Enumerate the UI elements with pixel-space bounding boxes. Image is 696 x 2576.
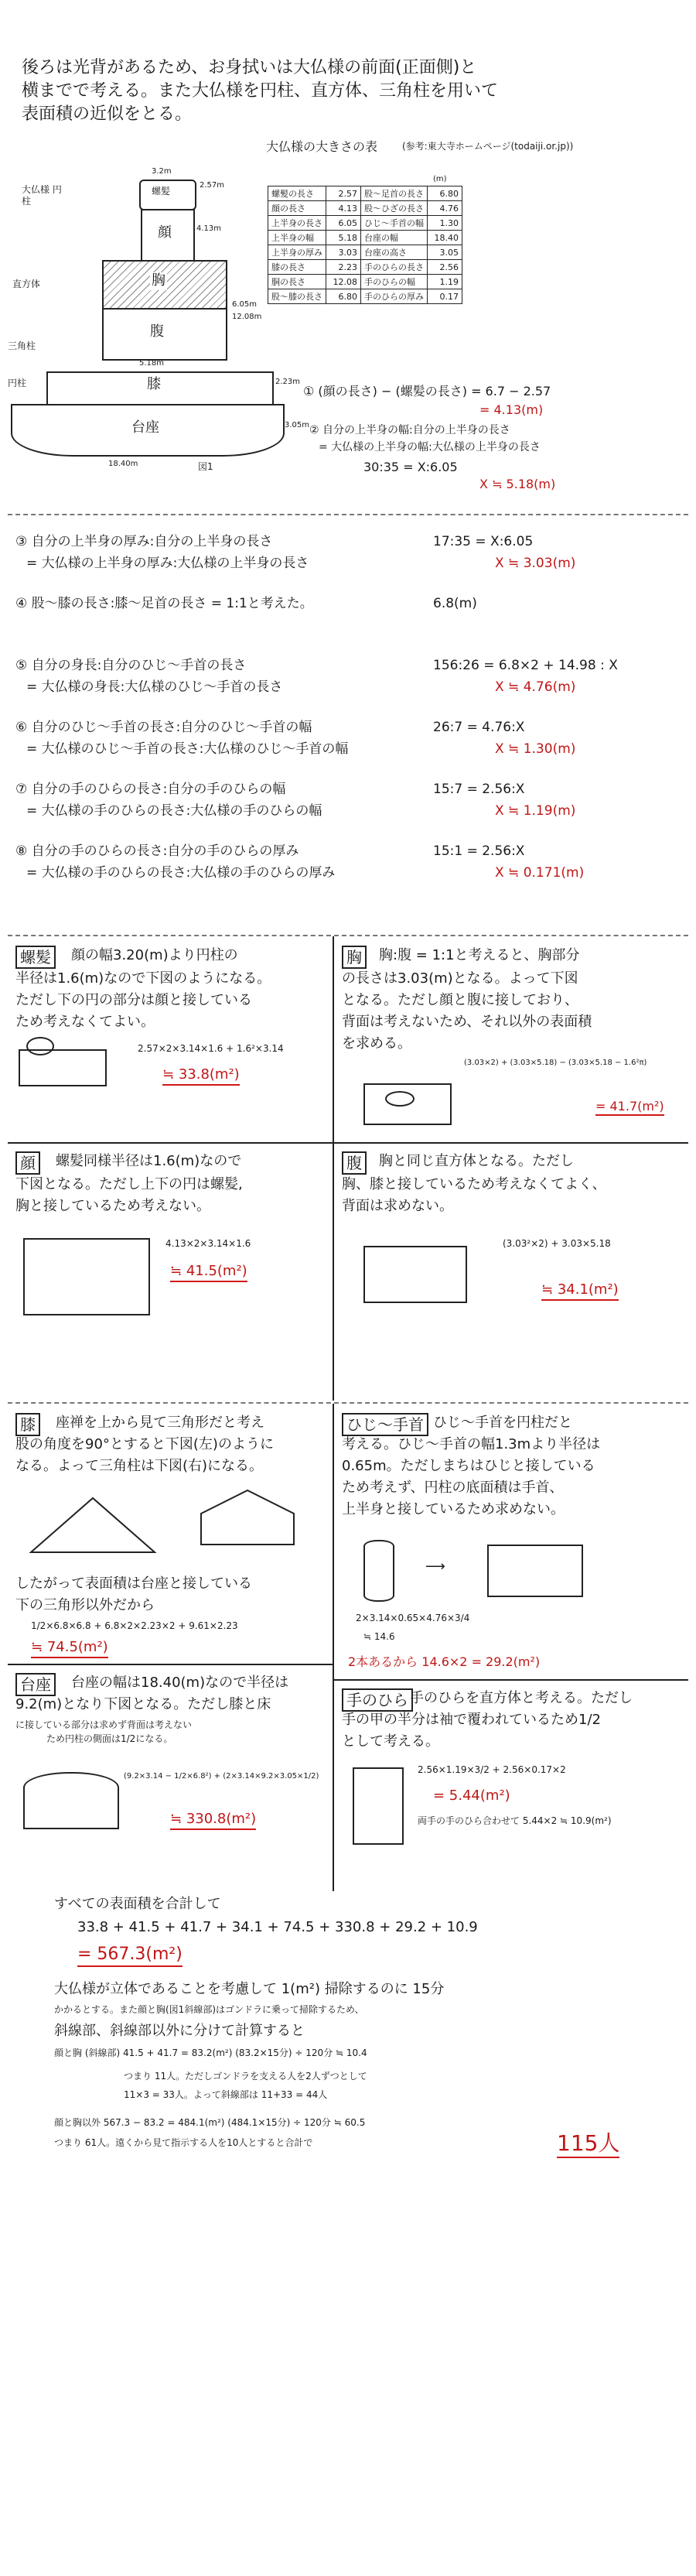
hiji-r1: ≒ 14.6	[363, 1631, 395, 1642]
summary-l1: すべての表面積を合計して	[54, 1896, 221, 1912]
divider-horizontal-1	[8, 1142, 688, 1144]
size-value-cell: 12.08	[326, 275, 361, 289]
divider-horizontal-2a	[8, 1664, 333, 1665]
size-table-row	[268, 275, 462, 289]
dim-3-2: 3.2m	[152, 167, 172, 176]
size-value-cell: 2.56	[428, 260, 462, 275]
tag-tenohira: 手のひら	[342, 1688, 413, 1712]
hara-t2: 胸、膝と接しているため考えなくてよく、	[342, 1176, 606, 1192]
summary-l2: 33.8 + 41.5 + 41.7 + 34.1 + 74.5 + 330.8 + 29.2 + 10.9	[77, 1919, 478, 1935]
ratio-right-result: X ≒ 1.19(m)	[495, 803, 576, 819]
hiza-t1: 座禅を上から見て三角形だと考え	[56, 1415, 264, 1431]
hiji-t1: ひじ～手首を円柱だと	[433, 1415, 572, 1431]
dim-2-57: 2.57m	[200, 181, 225, 190]
ratio-right-result: X ≒ 0.171(m)	[495, 865, 585, 881]
tag-rahotsu: 螺髪	[15, 946, 56, 969]
ratio-right-line-1: 156:26 = 6.8×2 + 14.98 : X	[433, 658, 618, 673]
calc-2a: ② 自分の上半身の幅:自分の上半身の長さ	[309, 424, 510, 436]
tenohira-t3: として考える。	[342, 1733, 439, 1750]
daiza-formula: (9.2×3.14 − 1/2×6.8²) + (2×3.14×9.2×3.05×1/2)	[124, 1772, 319, 1781]
ratio-left-line-2: = 大仏様の上半身の厚み:大仏様の上半身の長さ	[26, 556, 309, 571]
intro-line-2: 横までで考える。また大仏様を円柱、直方体、三角柱を用いて	[22, 81, 499, 101]
rahotsu-result: ≒ 33.8(m²)	[162, 1066, 240, 1086]
label-daiza: 台座	[131, 419, 159, 436]
summary-l7: 顔と胸 (斜線部) 41.5 + 41.7 = 83.2(m²) (83.2×15分) ÷ 120分 ≒ 10.4	[54, 2047, 367, 2058]
size-label-cell: 股～ひざの長さ	[361, 201, 428, 216]
daiza-result: ≒ 330.8(m²)	[170, 1811, 256, 1830]
ratio-left-line-1: ⑥ 自分のひじ～手首の長さ:自分のひじ～手首の幅	[15, 720, 312, 735]
hiza-t3: なる。よって三角柱は下図(右)になる。	[15, 1458, 264, 1474]
mune-t1: 胸:腹 = 1:1と考えると、胸部分	[379, 947, 580, 963]
size-label-cell: 台座の高さ	[361, 245, 428, 260]
size-value-cell: 6.80	[428, 186, 462, 201]
kao-t2: 下図となる。ただし上下の円は螺髪,	[15, 1176, 243, 1192]
ratio-left-line-2: = 大仏様の手のひらの長さ:大仏様の手のひらの厚み	[26, 865, 336, 881]
size-value-cell: 6.05	[326, 216, 361, 231]
mune-t3: となる。ただし顔と腹に接しており、	[342, 992, 578, 1008]
kao-t1: 螺髪同様半径は1.6(m)なので	[56, 1153, 242, 1169]
size-label-cell: ひじ～手首の幅	[361, 216, 428, 231]
size-table-row	[268, 216, 462, 231]
hara-formula: (3.03²×2) + 3.03×5.18	[503, 1238, 611, 1249]
rahotsu-t3: ただし下の円の部分は顔と接している	[15, 992, 252, 1008]
daiza-t1: 台座の幅は18.40(m)なので半径は	[71, 1675, 289, 1691]
size-label-cell: 螺髪の長さ	[268, 186, 326, 201]
summary-l8: つまり 11人。ただしゴンドラを支える人を2人ずつとして	[124, 2071, 367, 2082]
size-label-cell: 上半身の厚み	[268, 245, 326, 260]
size-label-cell: 手のひらの厚み	[361, 289, 428, 304]
divider-vertical-1	[333, 936, 334, 1401]
daiza-half-cylinder	[23, 1772, 119, 1829]
summary-l9: 11×3 = 33人。よって斜線部は 11+33 = 44人	[124, 2089, 328, 2100]
size-label-cell: 上半身の幅	[268, 231, 326, 245]
tenohira-formula: 2.56×1.19×3/2 + 2.56×0.17×2	[418, 1764, 566, 1775]
label-kao: 顔	[158, 224, 172, 241]
calc-2b: = 大仏様の上半身の幅:大仏様の上半身の長さ	[319, 441, 541, 453]
label-hiza: 膝	[147, 376, 161, 392]
kao-net-rect	[23, 1238, 150, 1315]
size-value-cell: 0.17	[428, 289, 462, 304]
mune-face-circle	[385, 1091, 415, 1107]
dim-5-18: 5.18m	[139, 359, 165, 368]
hiji-cylinder-drawing	[363, 1540, 394, 1602]
rahotsu-t2: 半径は1.6(m)なので下図のようになる。	[15, 970, 271, 987]
ratio-left-line-2: = 大仏様の身長:大仏様のひじ～手首の長さ	[26, 679, 283, 695]
tenohira-t2: 手の甲の半分は袖で覆われているため1/2	[342, 1712, 601, 1728]
hara-t1: 胸と同じ直方体となる。ただし	[379, 1153, 574, 1169]
tag-hiza: 膝	[15, 1413, 40, 1436]
table-title: 大仏様の大きさの表	[266, 139, 378, 154]
divider-vertical-2	[333, 1404, 334, 1891]
hiza-triangle-drawing	[15, 1483, 325, 1568]
size-value-cell: 3.05	[428, 245, 462, 260]
size-value-cell: 2.57	[326, 186, 361, 201]
size-value-cell: 1.19	[428, 275, 462, 289]
kao-result: ≒ 41.5(m²)	[170, 1263, 247, 1282]
size-table-row	[268, 186, 462, 201]
mune-result: = 41.7(m²)	[595, 1099, 664, 1116]
arrow-icon: ⟶	[425, 1558, 445, 1575]
ratio-right-line-1: 15:7 = 2.56:X	[433, 782, 525, 797]
intro-line-1: 後ろは光背があるため、お身拭いは大仏様の前面(正面側)と	[22, 58, 477, 77]
hiji-t3: 0.65m。ただしまちはひじと接している	[342, 1458, 595, 1474]
hiji-r2: 2本あるから 14.6×2 = 29.2(m²)	[348, 1654, 541, 1669]
size-label-cell: 胴の長さ	[268, 275, 326, 289]
size-value-cell: 3.03	[326, 245, 361, 260]
calc-2d: X ≒ 5.18(m)	[479, 477, 556, 491]
summary-total-area: = 567.3(m²)	[77, 1944, 183, 1967]
hiza-result: ≒ 74.5(m²)	[31, 1639, 108, 1658]
hiza-t5: 下の三角形以外だから	[15, 1597, 155, 1613]
daiza-t4: ため円柱の側面は1/2になる。	[46, 1733, 173, 1744]
rahotsu-formula: 2.57×2×3.14×1.6 + 1.6²×3.14	[138, 1043, 284, 1054]
dim-12-08: 12.08m	[232, 313, 262, 321]
summary-l5: かかるとする。また顔と胸(図1斜線部)はゴンドラに乗って掃除するため、	[54, 2004, 364, 2015]
kao-formula: 4.13×2×3.14×1.6	[165, 1238, 251, 1249]
ratio-left-line-1: ⑤ 自分の身長:自分のひじ～手首の長さ	[15, 658, 247, 673]
label-fig1: 図1	[198, 461, 213, 472]
ratio-left-line-2: = 大仏様の手のひらの長さ:大仏様の手のひらの幅	[26, 803, 322, 819]
size-label-cell: 台座の幅	[361, 231, 428, 245]
table-source: (参考:東大寺ホームページ(todaiji.or.jp))	[402, 141, 574, 152]
tenohira-result: = 5.44(m²)	[433, 1787, 510, 1804]
summary-l6: 斜線部、斜線部以外に分けて計算すると	[54, 2023, 305, 2039]
rahotsu-t4: ため考えなくてよい。	[15, 1014, 155, 1030]
size-value-cell: 2.23	[326, 260, 361, 275]
label-rahotsu: 螺髪	[152, 186, 171, 197]
summary-total-people: 115人	[557, 2130, 619, 2158]
tag-mune: 胸	[342, 946, 367, 969]
label-hara: 腹	[150, 323, 164, 340]
calc-2c: 30:35 = X:6.05	[363, 460, 458, 474]
hara-box-drawing	[363, 1246, 467, 1303]
ratio-right-result: X ≒ 1.30(m)	[495, 741, 576, 757]
ratio-right-line-1: 17:35 = X:6.05	[433, 534, 534, 549]
ratio-right-line-1: 6.8(m)	[433, 596, 477, 611]
ratio-right-result: X ≒ 4.76(m)	[495, 679, 576, 695]
hiji-t4: ため考えず、円柱の底面積は手首、	[342, 1480, 564, 1496]
mune-formula: (3.03×2) + (3.03×5.18) − (3.03×5.18 − 1.6²π)	[464, 1059, 647, 1067]
size-table-row	[268, 260, 462, 275]
mune-t5: を求める。	[342, 1035, 411, 1052]
ratio-right-line-1: 26:7 = 4.76:X	[433, 720, 525, 735]
calc-1b: = 4.13(m)	[479, 402, 544, 417]
size-value-cell: 4.76	[428, 201, 462, 216]
tag-daiza: 台座	[15, 1673, 56, 1696]
size-value-cell: 18.40	[428, 231, 462, 245]
mune-t2: の長さは3.03(m)となる。よって下図	[342, 970, 578, 987]
summary-l10: 顔と胸以外 567.3 − 83.2 = 484.1(m²) (484.1×15分) ÷ 120分 ≒ 60.5	[54, 2117, 366, 2128]
hara-result: ≒ 34.1(m²)	[541, 1281, 619, 1301]
summary-l11: つまり 61人。遠くから見て指示する人を10人とすると合計で	[54, 2137, 313, 2148]
size-value-cell: 4.13	[326, 201, 361, 216]
label-sankakuchu: 三角柱	[8, 340, 36, 351]
summary-l4: 大仏様が立体であることを考慮して 1(m²) 掃除するのに 15分	[54, 1981, 445, 1997]
tenohira-total: 両手の手のひら合わせて 5.44×2 ≒ 10.9(m²)	[418, 1815, 612, 1826]
label-enchu: 円柱	[8, 378, 27, 388]
ratio-left-line-1: ③ 自分の上半身の厚み:自分の上半身の長さ	[15, 534, 273, 549]
ratio-right-line-1: 15:1 = 2.56:X	[433, 843, 525, 859]
separator-2	[8, 935, 688, 936]
hiza-t4: したがって表面積は台座と接している	[15, 1575, 252, 1592]
dim-18-40: 18.40m	[108, 460, 138, 468]
hara-t3: 背面は求めない。	[342, 1198, 453, 1214]
hiza-formula: 1/2×6.8×6.8 + 6.8×2×2.23×2 + 9.61×2.23	[31, 1620, 238, 1631]
tag-hara: 腹	[342, 1151, 367, 1175]
size-label-cell: 顔の長さ	[268, 201, 326, 216]
label-daibutsu-enchu: 大仏様 円柱	[22, 184, 62, 207]
tag-kao: 顔	[15, 1151, 40, 1175]
rahotsu-t1: 顔の幅3.20(m)より円柱の	[71, 947, 238, 963]
tag-hiji: ひじ～手首	[342, 1413, 428, 1436]
dim-3-05: 3.05m	[285, 421, 310, 429]
label-chokuhotai: 直方体	[12, 279, 41, 289]
rahotsu-net-rect	[19, 1049, 107, 1086]
hiza-t2: 股の角度を90°とすると下図(左)のように	[15, 1436, 274, 1452]
daiza-t2: 9.2(m)となり下図となる。ただし膝と床	[15, 1696, 271, 1712]
kao-t3: 胸と接しているため考えない。	[15, 1198, 210, 1214]
ratio-left-line-2: = 大仏様のひじ～手首の長さ:大仏様のひじ～手首の幅	[26, 741, 349, 757]
tenohira-t1: 手のひらを直方体と考える。ただし	[410, 1690, 633, 1706]
size-label-cell: 股～膝の長さ	[268, 289, 326, 304]
mune-t4: 背面は考えないため、それ以外の表面積	[342, 1014, 592, 1030]
dim-2-23: 2.23m	[275, 378, 301, 386]
intro-line-3: 表面積の近似をとる。	[22, 104, 193, 124]
size-value-cell: 6.80	[326, 289, 361, 304]
size-value-cell: 1.30	[428, 216, 462, 231]
hiji-t2: 考える。ひじ～手首の幅1.3mより半径は	[342, 1436, 601, 1452]
divider-horizontal-2b	[333, 1679, 688, 1681]
size-table-row	[268, 289, 462, 304]
size-table	[268, 186, 462, 304]
ratio-left-line-1: ⑦ 自分の手のひらの長さ:自分の手のひらの幅	[15, 782, 286, 797]
table-unit: (m)	[433, 175, 447, 183]
tenohira-box-drawing	[353, 1767, 404, 1845]
belly-box	[102, 308, 227, 361]
ratio-left-line-1: ⑧ 自分の手のひらの長さ:自分の手のひらの厚み	[15, 843, 299, 859]
calc-1a: ① (顔の長さ) − (螺髪の長さ) = 6.7 − 2.57	[303, 384, 551, 399]
size-table-row	[268, 245, 462, 260]
hiji-formula: 2×3.14×0.65×4.76×3/4	[356, 1613, 470, 1623]
hiji-net-rect	[487, 1545, 583, 1597]
dim-4-13: 4.13m	[196, 224, 222, 233]
rahotsu-net-circle	[26, 1037, 54, 1055]
ratio-left-line-1: ④ 股～膝の長さ:膝～足首の長さ = 1:1と考えた。	[15, 596, 313, 611]
size-label-cell: 膝の長さ	[268, 260, 326, 275]
hiji-t5: 上半身と接しているため求めない。	[342, 1501, 565, 1517]
separator-3	[8, 1402, 688, 1404]
size-label-cell: 上半身の長さ	[268, 216, 326, 231]
size-table-row	[268, 201, 462, 216]
size-value-cell: 5.18	[326, 231, 361, 245]
ratio-right-result: X ≒ 3.03(m)	[495, 556, 576, 571]
size-table-row	[268, 231, 462, 245]
size-label-cell: 股～足首の長さ	[361, 186, 428, 201]
size-label-cell: 手のひらの長さ	[361, 260, 428, 275]
label-mune: 胸	[152, 272, 165, 289]
daiza-t3: に接している部分は求めず背面は考えない	[15, 1719, 193, 1730]
separator-1	[8, 514, 688, 515]
dim-6-05: 6.05m	[232, 300, 258, 309]
size-label-cell: 手のひらの幅	[361, 275, 428, 289]
